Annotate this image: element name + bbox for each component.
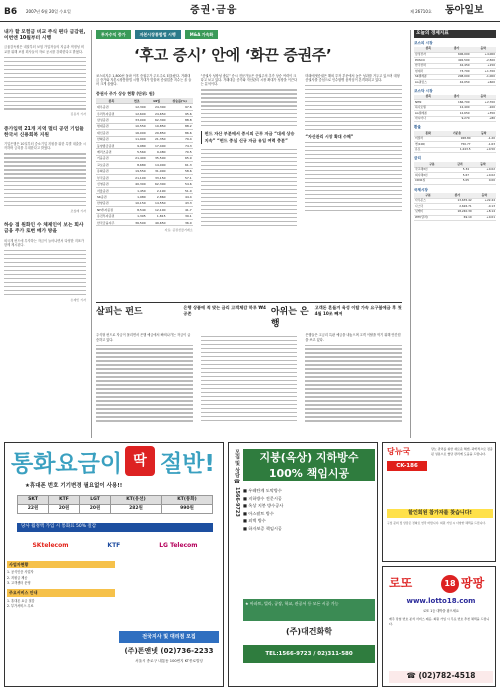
table-cell: 39.1 — [167, 213, 193, 219]
carrier-logo: KTF — [107, 541, 121, 549]
table-cell: 79.4 — [167, 136, 193, 142]
table-cell: 부국증권 — [96, 175, 127, 181]
topic-tags — [96, 30, 402, 39]
table-cell: 49,650 — [147, 219, 167, 225]
table-cell: 9,980 — [127, 142, 147, 148]
table-cell: 62,300 — [147, 117, 167, 123]
diabetes-product-ad — [382, 442, 496, 562]
company-name: (주)대건화학 — [286, 627, 332, 636]
market-cell: 하나로텔 — [414, 105, 443, 111]
market-table — [414, 193, 496, 221]
ad-info-box — [7, 561, 221, 685]
ad-phone: (주)폰앤넷 (02)736-2233 — [124, 647, 214, 655]
table-cell: 9,480 — [147, 149, 167, 155]
table-cell: 10,150 — [127, 200, 147, 206]
pull-quote: 펀드 자산 부분에서 증시의 근무 자금 “대세 상승 지속” “펀드 중심 신규 자금 유입 여력 충분” — [201, 131, 298, 144]
table-cell: 97.6 — [167, 104, 193, 110]
market-header: 등락 — [472, 131, 496, 136]
market-cell: 5.67 — [450, 173, 470, 179]
market-table — [414, 47, 496, 86]
left-story-title: 하송 접 원화인 수 체제인이 보는 회사 금융 주가 로변 메가 방을 — [4, 223, 84, 235]
market-cell: 9,270 — [443, 116, 471, 122]
market-cell: 208,000 — [443, 74, 471, 80]
story-column — [96, 74, 193, 233]
text-lines — [305, 142, 402, 211]
table-cell: 동양종금증권 — [96, 142, 127, 148]
bottom-column — [201, 333, 298, 424]
market-section-title: 코스피 시장 — [414, 41, 433, 46]
market-cell: 166,700 — [443, 100, 471, 106]
fine-print: 구입 문의 및 상담은 전화로 연락 바랍니다. 회원 가입 시 다양한 혜택을 드립니다. — [387, 521, 486, 525]
table-cell: 우리투자증권 — [96, 110, 127, 116]
market-cell: 국고채3년 — [414, 167, 450, 173]
bottom-text: 은행들은 고금리 특판 예금을 내놓으며 고객 이탈을 막기 위해 안간힘을 쓰고 있다. — [305, 333, 401, 342]
market-cell: +0.01 — [473, 215, 496, 221]
table-cell: 신영증권 — [96, 181, 127, 187]
main-story — [96, 30, 402, 300]
text-lines — [305, 345, 402, 422]
table-cell: 19,550 — [127, 168, 147, 174]
table-cell: 54.6 — [167, 181, 193, 187]
market-cell: +600 — [471, 80, 496, 86]
fine-print: 매주 당첨 번호 분석 서비스 제공, 회원 가입 시 무료 번호 추천 혜택을 드립니다. — [389, 617, 490, 626]
table-cell: 36.0 — [167, 219, 193, 225]
ad-headline-2: 절반! — [160, 451, 215, 477]
table-cell: 33,150 — [147, 175, 167, 181]
market-cell: 나스닥 — [414, 204, 442, 210]
market-cell: 18,240.30 — [442, 209, 473, 215]
bottom-column — [305, 333, 402, 424]
table-cell: 19,850 — [147, 123, 167, 129]
table-cell: 교보증권 — [96, 162, 127, 168]
market-cell: NHN — [414, 100, 443, 106]
table-header: 종목 — [96, 98, 127, 104]
market-header: 종목 — [414, 47, 443, 52]
carrier-cell: SKT — [18, 496, 49, 505]
market-cell: +1,700 — [471, 69, 496, 75]
market-cell: 한국전력 — [414, 63, 443, 69]
table-cell: 메리츠증권 — [96, 149, 127, 155]
table-cell: 58.6 — [167, 168, 193, 174]
table-cell: 유진투자증권 — [96, 213, 127, 219]
member-banner: 할인회원 참가자를 찾습니다! — [387, 509, 493, 518]
table-cell: 57.1 — [167, 175, 193, 181]
market-header: 구분 — [414, 162, 450, 167]
market-cell: +0.02 — [470, 173, 496, 179]
table-cell: 대우증권 — [96, 104, 127, 110]
market-row — [414, 80, 496, 86]
bottom-body — [96, 333, 402, 424]
left-column — [4, 30, 86, 438]
market-header: 구분 — [414, 193, 442, 198]
table-cell: 95.6 — [167, 110, 193, 116]
market-cell: 0.00 — [470, 178, 496, 184]
market-cell: -2,500 — [471, 58, 496, 64]
bottom-text: 주식형 펀드로 자금이 몰리면서 은행 예금에서 빠져나가는 자금이 급증하고 있다. — [96, 333, 191, 342]
market-cell: -1,000 — [471, 74, 496, 80]
ad-headline: 통화요금이 — [11, 451, 123, 477]
market-header: 종가 — [442, 193, 473, 198]
market-cell: +0.50 — [472, 147, 496, 153]
table-cell: 43.3 — [167, 200, 193, 206]
text-lines — [305, 85, 402, 130]
text-lines — [96, 345, 193, 422]
contact-phones: TEL:1566-9723 / 02)311-580 — [243, 645, 375, 663]
table-cell: 31,000 — [147, 168, 167, 174]
waterproofing-ad — [228, 442, 378, 687]
vertical-contact: 모집 및 상담 ☎ 1566-9723 — [234, 449, 240, 517]
market-row — [414, 178, 496, 184]
page-header — [0, 0, 500, 22]
rate-cell: 282원 — [111, 505, 162, 514]
table-source: 자료: 증권선물거래소 — [164, 228, 193, 233]
carrier-cell: KTF — [49, 496, 80, 505]
stock-rise-table — [96, 98, 193, 226]
table-cell: 24,300 — [147, 104, 167, 110]
carrier-logo: LG Telecom — [159, 541, 198, 549]
market-row — [414, 116, 496, 122]
table-cell: 11,900 — [127, 136, 147, 142]
market-header: 등락 — [471, 95, 496, 100]
market-header: 등락 — [473, 193, 496, 198]
market-cell: +0.02 — [470, 167, 496, 173]
store-recruit-banner: 전국지사 및 대리점 모집 — [119, 631, 219, 643]
market-table — [414, 162, 496, 184]
market-cell: 다우존스 — [414, 198, 442, 204]
info-label: 주요서비스 안내 — [7, 589, 115, 596]
table-cell: 62,300 — [147, 181, 167, 187]
product-name: 당뉴국 — [387, 447, 411, 456]
service-item: ■ 우레탄계 도막방수 — [243, 488, 282, 493]
table-cell: SK증권 — [96, 194, 127, 200]
table-cell: 2,860 — [147, 194, 167, 200]
table-cell: 29,850 — [147, 130, 167, 136]
market-cell: 5.05 — [450, 178, 470, 184]
table-cell: 36,500 — [127, 219, 147, 225]
market-cell: LG텔레콤 — [414, 111, 443, 117]
table-cell: 51.0 — [167, 187, 193, 193]
topic-tag: 자본시장통합법 시행 — [135, 30, 181, 39]
phone-rate-ad — [4, 442, 224, 687]
text-lines — [201, 149, 298, 226]
issue-date: 2007년 6월 20일 수요일 — [26, 9, 71, 14]
product-model: CK-186 — [387, 461, 427, 471]
market-cell: 73,700 — [443, 69, 471, 75]
topic-tag: 투자수익 증가 — [96, 30, 131, 39]
market-header: 종가 — [443, 95, 471, 100]
service-list — [243, 487, 375, 532]
price-banner: 당사 월정액 가입 시 통화료 50% 절감 — [17, 523, 213, 532]
table-cell: 2,190 — [147, 187, 167, 193]
market-section-title: 금리 — [414, 156, 421, 161]
table-cell: 대신증권 — [96, 130, 127, 136]
info-line: 2. 지원금 제공 — [7, 575, 28, 580]
table-cell: 삼성증권 — [96, 117, 127, 123]
table-cell: 12,100 — [147, 207, 167, 213]
market-cell: 유로 — [414, 147, 442, 153]
table-cell: 8,680 — [127, 162, 147, 168]
ad-title: 지붕(옥상) 지하방수 100% 책임시공 — [243, 449, 375, 481]
carrier-cell: KT(통화) — [161, 496, 212, 505]
table-cell: 14,550 — [147, 200, 167, 206]
carrier-cell: LGT — [80, 496, 111, 505]
rate-cell: 20원 — [49, 505, 80, 514]
market-header: 종목 — [414, 95, 443, 100]
table-cell: 41.7 — [167, 207, 193, 213]
table-cell: 유화증권 — [96, 168, 127, 174]
service-item: ■ 하자보증 책임시공 — [243, 525, 282, 531]
info-label: 사업자현황 — [7, 561, 115, 568]
table-header: 상승률(%) — [167, 98, 193, 104]
table-cell: 14,000 — [147, 162, 167, 168]
ad-badge: 딱 — [125, 446, 155, 476]
carrier-logo: SKtelecom — [32, 541, 69, 549]
market-cell: 현대차 — [414, 69, 443, 75]
market-cell: 12,650 — [443, 111, 471, 117]
table-cell: 61.3 — [167, 162, 193, 168]
market-cell: +22.44 — [473, 198, 496, 204]
bottom-headline-mid: 은행 상품에 적 맞는 금리 고객체감 하루 ₩4 공존 — [183, 305, 266, 316]
story-column — [201, 74, 298, 233]
issue-number: 제 26710호 — [410, 9, 432, 14]
market-section-title: 국제시장 — [414, 187, 428, 192]
market-cell: -1.63 — [472, 142, 496, 148]
market-cell: -0.13 — [473, 204, 496, 210]
market-row — [414, 147, 496, 153]
left-story — [4, 223, 86, 302]
table-cell: 88.2 — [167, 123, 193, 129]
lotto-slogan: 로또 1등 대박을 잡으세요 — [423, 609, 459, 613]
bottom-column — [96, 333, 193, 424]
topic-tag: M&A 가속화 — [185, 30, 219, 39]
table-cell: 5,560 — [127, 149, 147, 155]
market-cell: 삼성전자 — [414, 52, 443, 58]
market-cell: +4,000 — [471, 52, 496, 58]
bottom-headlines — [96, 303, 402, 333]
market-cell: 42,450 — [443, 63, 471, 69]
market-table — [414, 95, 496, 123]
table-row — [96, 219, 193, 225]
text-lines — [4, 153, 86, 206]
table-cell: 21,100 — [127, 175, 147, 181]
table-title: 증권사 주가 상승 현황 (단위: 원) — [96, 90, 155, 96]
info-line: 1. 휴대폰 요금 절감 — [7, 598, 35, 603]
table-cell: 16,000 — [127, 130, 147, 136]
product-text: 당뇨 관리를 위한 새로운 해법, 과학적으로 검증된 성분으로 혈당 관리에 도움을 드립니다. — [431, 447, 493, 456]
indicators-title: 오늘의 경제지표 — [414, 30, 496, 38]
subhead: “자산관리 시장 확대 수혜” — [305, 134, 354, 140]
rate-table — [17, 495, 213, 514]
service-item: ■ 옥상 지붕 방수공사 — [243, 503, 284, 509]
bottom-section — [96, 302, 402, 438]
market-cell: +350 — [471, 111, 496, 117]
service-item: ■ 지하방수 전문시공 — [243, 495, 282, 501]
market-cell: 5.34 — [450, 167, 470, 173]
service-item: ■ 아스팔트 방수 — [243, 510, 274, 516]
main-headline: ‘후고 증시’ 안에 ‘화끈 증권주’ — [134, 46, 332, 65]
byline: 조창래 기자 — [70, 208, 86, 213]
ad-address: 서울시 종로구 내통동 100번지 KT종로빌딩 — [135, 659, 203, 663]
table-cell: 74.3 — [167, 142, 193, 148]
table-cell: 현대증권 — [96, 123, 127, 129]
market-header: 기준율 — [442, 131, 471, 136]
market-cell: +80 — [471, 116, 496, 122]
rate-cell: 22원 — [18, 505, 49, 514]
ad-bar: ★ 아파트, 빌라, 공장, 학교, 관공서 등 모든 시공 가능 — [243, 599, 375, 621]
table-cell: 12,300 — [127, 104, 147, 110]
bottom-headline-center: 아위는 은행 — [270, 307, 309, 330]
market-table — [414, 131, 496, 153]
market-cell: 750.77 — [442, 142, 471, 148]
market-cell: 42,050 — [443, 80, 471, 86]
table-cell: 35,500 — [147, 155, 167, 161]
market-cell: SK텔레콤 — [414, 74, 443, 80]
market-cell: -1.20 — [472, 136, 496, 142]
text-lines — [4, 57, 86, 110]
left-story-title: 증가입력 21개 지역 멀티 공연 기업들 한국서 신용회복 지원 — [4, 126, 84, 138]
market-cell: +150 — [471, 63, 496, 69]
carrier-logos — [13, 539, 217, 553]
market-cell: WTI(달러) — [414, 215, 442, 221]
market-cell: 69.10 — [442, 215, 473, 221]
table-cell: NH투자증권 — [96, 207, 127, 213]
table-cell: 8,540 — [127, 207, 147, 213]
table-cell: 88.8 — [167, 117, 193, 123]
market-cell: 회사채3년 — [414, 173, 450, 179]
lead-paragraph: 코스피지수 1,800선 돌파 이후 증권주가 주도주로 떠올랐다. 거래대금 증가와 자본시장통합법 시행 기대가 맞물려 증권업종 지수는 올 들어 크게 올랐다. — [96, 73, 192, 87]
table-header: 연초 — [127, 98, 147, 104]
rate-cell: 20원 — [80, 505, 111, 514]
table-cell: 1,815 — [147, 213, 167, 219]
market-cell: 엔(100) — [414, 142, 442, 148]
column-text: “증권사 성장성 충분” 증시 전문가들은 증권주의 추가 상승 여력이 크다고 보고 있다. 거래대금 증가와 자산관리 시장 확대가 성장을 이끈다는 분석이다. — [200, 73, 298, 87]
market-cell: 2,626.71 — [442, 204, 473, 210]
market-cell: 606,000 — [443, 52, 471, 58]
market-header: 종가 — [443, 47, 471, 52]
left-story-text: 기업은행은 10일부터 중소기업 지원을 위한 특별 대출을 시작하며 금리를 우대한다고 밝혔다. — [4, 141, 86, 151]
text-lines — [201, 336, 298, 421]
market-cell: POSCO — [414, 58, 443, 64]
lotto-title-2: 팡팡 — [461, 576, 485, 590]
table-cell: 키움증권 — [96, 155, 127, 161]
market-section-title: 코스닥 시장 — [414, 88, 433, 93]
carrier-cell: KT(유선) — [111, 496, 162, 505]
market-cell: LG필립스 — [414, 80, 443, 86]
left-story-text: 외국계 펀드에 투자하는 자금이 늘어나면서 다양한 지표가 함께 제시된다. — [4, 238, 84, 247]
table-cell: 24,650 — [147, 110, 167, 116]
market-cell: 미달러 — [414, 136, 442, 142]
byline: 김용석 기자 — [70, 112, 86, 117]
lotto-url[interactable]: www.lotto18.com — [406, 597, 476, 605]
market-cell: +8.14 — [473, 209, 496, 215]
table-cell: 서울증권 — [96, 187, 127, 193]
market-header: 등락 — [471, 47, 496, 52]
lotto-title: 로또 — [389, 576, 413, 590]
table-cell: 한화증권 — [96, 136, 127, 142]
info-line: 1. 공식인증 사업자 — [7, 570, 34, 575]
market-row — [414, 215, 496, 221]
market-sections — [414, 41, 496, 221]
table-cell: 10,550 — [127, 123, 147, 129]
table-cell: 21,400 — [127, 155, 147, 161]
table-cell: 40,300 — [127, 181, 147, 187]
info-line: 3. 고객센터 운영 — [7, 581, 31, 586]
market-cell: CD91일 — [414, 178, 450, 184]
market-header: 등락 — [470, 162, 496, 167]
left-story-title: 내가 할 모험금 비교 주식 편다 금감원, 이번엔 10월부터 시행 — [4, 30, 86, 42]
table-cell: 17,400 — [147, 142, 167, 148]
advertisement-area — [4, 442, 496, 687]
story-column — [305, 74, 402, 233]
market-cell: 928.80 — [442, 136, 471, 142]
info-line: 2. 부가서비스 무료 — [7, 604, 34, 609]
market-header: 금리 — [450, 162, 470, 167]
table-cell: 44.4 — [167, 194, 193, 200]
table-cell: 1,980 — [127, 194, 147, 200]
column-text: 미래에셋증권은 해외 투자 부문에서 높은 성과를 거두고 있으며 대형 증권사를 중심으로 인수합병 움직임이 본격화되고 있다. — [305, 73, 400, 82]
rate-cell: 990원 — [161, 505, 212, 514]
column-rule — [91, 30, 92, 438]
market-cell: -100 — [471, 105, 496, 111]
left-story — [4, 127, 86, 214]
ad-subhead: ★휴대폰 번호 기기변경 필요없이 사용!! — [25, 483, 123, 489]
market-cell: 닛케이 — [414, 209, 442, 215]
service-item: ■ 외벽 방수 — [243, 518, 266, 524]
table-cell: 33,000 — [127, 117, 147, 123]
lotto-ad — [382, 566, 496, 687]
page-number: B6 — [4, 7, 18, 17]
table-cell: 한양증권 — [96, 200, 127, 206]
section-title: 증권·금융 — [190, 5, 238, 16]
main-body — [96, 74, 402, 233]
text-lines — [201, 89, 298, 126]
left-story-text: 금융감독원은 내달부터 보험 가입자들의 지급과 적정성 비교를 위해 보험 회사들의 자료 공시를 강화한다고 밝혔다. — [4, 45, 84, 54]
table-cell: 70.5 — [167, 149, 193, 155]
bottom-headline-right: 고객돈 흔들겨 육성 이탈 가속 요구불에금 후 첫 4월 10조 빼져 — [314, 305, 402, 316]
table-cell: 65.9 — [167, 155, 193, 161]
market-header: 통화 — [414, 131, 442, 136]
table-cell: 86.6 — [167, 130, 193, 136]
market-cell: 13,635.42 — [442, 198, 473, 204]
bottom-headline-left: 살피는 펀드 — [96, 307, 143, 317]
byline: 손재인 기자 — [70, 297, 86, 302]
market-cell: 12,400 — [443, 105, 471, 111]
market-cell: 아시아나 — [414, 116, 443, 122]
market-cell: 492,500 — [443, 58, 471, 64]
market-section-title: 환율 — [414, 125, 421, 130]
table-cell: 1,305 — [127, 213, 147, 219]
newspaper-logo: 동아일보 — [445, 5, 484, 16]
left-story — [4, 30, 86, 117]
table-cell: 12,600 — [127, 110, 147, 116]
table-cell: 21,350 — [147, 136, 167, 142]
market-cell: 1,243.5 — [442, 147, 471, 153]
table-header: 19일 — [147, 98, 167, 104]
market-cell: +2,700 — [471, 100, 496, 106]
lotto-phone: ☎ (02)782-4518 — [389, 671, 493, 683]
table-cell: 1,450 — [127, 187, 147, 193]
lotto-number: 18 — [441, 575, 459, 593]
text-lines — [4, 250, 86, 295]
ad-info-left — [7, 561, 115, 609]
market-indicators — [410, 30, 496, 438]
table-cell: 한국금융지주 — [96, 219, 127, 225]
